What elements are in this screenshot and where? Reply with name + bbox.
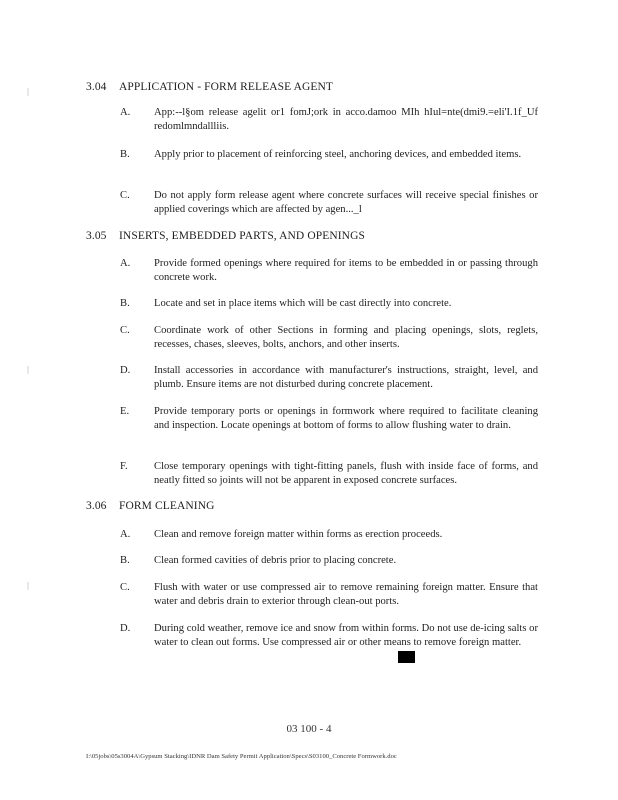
- list-item: [120, 324, 538, 351]
- section-title: INSERTS, EMBEDDED PARTS, AND OPENINGS: [119, 230, 365, 242]
- list-item: [120, 554, 538, 568]
- list-item: [120, 528, 538, 542]
- item-letter: B.: [120, 149, 130, 160]
- item-letter: B.: [120, 555, 130, 566]
- item-text: Install accessories in accordance with manufacturer's instructions, straight, level, and plumb. Ensure items are not disturbed during concrete placement.: [154, 365, 538, 390]
- item-text: During cold weather, remove ice and snow from within forms. Do not use de-icing salts or water to clean out forms. Use compressed air or other means to remove foreign matter.: [154, 623, 538, 648]
- section-title: APPLICATION - FORM RELEASE AGENT: [119, 81, 334, 93]
- item-text: Provide formed openings where required for items to be embedded in or passing through concrete work.: [154, 258, 538, 283]
- list-item: [120, 460, 538, 487]
- item-letter: B.: [120, 298, 130, 309]
- item-letter: D.: [120, 623, 131, 634]
- list-item: [120, 364, 538, 391]
- list-item: [120, 148, 538, 162]
- list-item: [120, 189, 538, 216]
- item-letter: D.: [120, 365, 131, 376]
- scan-artifact: [27, 582, 29, 590]
- item-text: Clean and remove foreign matter within forms as erection proceeds.: [154, 529, 443, 540]
- item-text: Locate and set in place items which will be cast directly into concrete.: [154, 298, 452, 309]
- section-number: 3.06: [86, 500, 107, 512]
- section-heading-3-05: [86, 230, 365, 242]
- item-letter: A.: [120, 107, 131, 118]
- item-letter: F.: [120, 461, 128, 472]
- scan-artifact: [27, 88, 29, 96]
- list-item: [120, 106, 538, 133]
- item-letter: C.: [120, 582, 130, 593]
- item-text: Clean formed cavities of debris prior to placing concrete.: [154, 555, 397, 566]
- file-path: I:\05jobs\05s3004A\Gypsum Stacking\IDNR Dam Safety Permit Application\Specs\S03100_Concrete Formwork.doc: [86, 753, 397, 760]
- page-number: 03 100 - 4: [286, 723, 332, 735]
- section-heading-3-06: [86, 500, 215, 512]
- item-letter: E.: [120, 406, 130, 417]
- item-letter: C.: [120, 190, 130, 201]
- item-text: App:--l§om release agelit or1 fomJ;ork in acco.damoo MIh hIul=nte(dmi9.=eli'I.1f_Uf redomlmndallliis.: [154, 107, 538, 132]
- list-item: [120, 297, 538, 311]
- item-text: Do not apply form release agent where concrete surfaces will receive special finishes or applied coverings which are affected by agen..._l: [154, 190, 538, 215]
- item-text: Flush with water or use compressed air to remove remaining foreign matter. Ensure that water and debris drain to exterior through clean-out ports.: [154, 582, 538, 607]
- section-title: FORM CLEANING: [119, 500, 215, 512]
- scan-artifact: [27, 366, 29, 374]
- list-item: [120, 405, 538, 432]
- item-letter: A.: [120, 258, 131, 269]
- item-text: Apply prior to placement of reinforcing steel, anchoring devices, and embedded items.: [154, 149, 522, 160]
- section-number: 3.04: [86, 81, 107, 93]
- list-item: [120, 581, 538, 608]
- item-text: Coordinate work of other Sections in forming and placing openings, slots, reglets, recesses, chases, sleeves, bolts, anchors, and other inserts.: [154, 325, 538, 350]
- item-letter: C.: [120, 325, 130, 336]
- list-item: [120, 257, 538, 284]
- list-item: [120, 622, 538, 649]
- section-heading-3-04: [86, 81, 333, 93]
- item-text: Provide temporary ports or openings in formwork where required to facilitate cleaning and inspection. Locate openings at bottom of forms to allow flushing water to drain.: [154, 406, 538, 431]
- section-number: 3.05: [86, 230, 107, 242]
- redaction-mark: [398, 651, 415, 663]
- item-letter: A.: [120, 529, 131, 540]
- item-text: Close temporary openings with tight-fitting panels, flush with inside face of forms, and neatly fitted so joints will not be apparent in exposed concrete surfaces.: [154, 461, 538, 486]
